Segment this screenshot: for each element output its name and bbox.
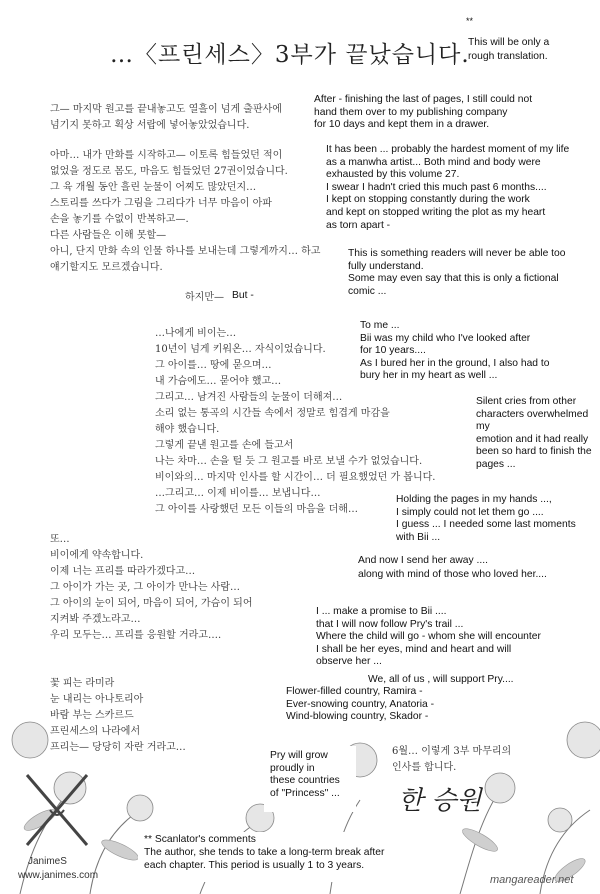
scanlator-comments-box xyxy=(138,832,458,882)
korean-paragraph-3: 하지만— xyxy=(185,292,224,303)
scanlator-comments-body: The author, she tends to take a long-term break after each chapter. This period is usually 1 to 3 years. xyxy=(144,847,385,871)
janimes-logo-icon xyxy=(22,770,92,850)
author-signature: 한 승원 xyxy=(398,786,482,816)
translation-note: This will be only a rough translation. xyxy=(468,37,550,62)
korean-paragraph-4: …나에게 비이는… 10년이 넘게 키워온… 자식이었습니다. 그 아이를… 땅에 묻으며… 내 가슴에도… 묻어야 했고… 그리고… 남겨진 사람들의 눈물이 더해져… 소리 없는 통곡의 시간들 속에서 정말로 힘겹게 마감을 해야 했습니다. 그렇게 끝낸 원고를 손에 들고서 나는 차마… 손을 털 듯 그 원고를 바로 보낼 수가 없었습니다. 비이와의… 마지막 인사를 할 시간이… 더 필요했었던 가 봅니다. …그리고… 이제 비이를… 보냅니다… 그 아이를 사랑했던 모든 이들의 마음을 더해… xyxy=(155,328,436,515)
mangareader-watermark: mangareader.net xyxy=(490,874,574,886)
korean-closing: 6월… 이렇게 3부 마무리의 인사를 합니다. xyxy=(392,746,512,773)
english-paragraph-5: To me ... Bii was my child who I've looked after for 10 years.... As I bured her in the ground, I also had to bury her in my heart as well ... xyxy=(360,320,550,382)
note-marker: ** xyxy=(466,16,474,26)
english-paragraph-9: I ... make a promise to Bii .... that I will now follow Pry's trail ... Where the child will go - whom she will encounter I shall be her eyes, mind and heart and will observe her ... xyxy=(316,606,541,668)
english-paragraph-6: Silent cries from other characters overwhelmed my emotion and it had really been so hard to finish the pages ... xyxy=(476,396,592,470)
english-paragraph-3: This is something readers will never be able too fully understand. Some may even say that this is only a fictional comic ... xyxy=(348,248,566,297)
english-paragraph-2: It has been ... probably the hardest moment of my life as a manwha artist... Both mind and body were exhausted by this volume 27. I swear I hadn't cried this much past 6 months.... I kept on stopping constantly during the work and kept on stopped writing the plot as my heart as torn apart - xyxy=(326,144,570,231)
english-paragraph-7: Holding the pages in my hands ..., I simply could not let them go .... I guess ... I needed some last moments with Bii ... xyxy=(396,494,576,543)
english-paragraph-11: Flower-filled country, Ramira - Ever-snowing country, Anatoria - Wind-blowing country, Skador - xyxy=(286,686,435,723)
korean-paragraph-6: 꽃 피는 라미라 눈 내리는 아나토리아 바람 부는 스카르드 프린세스의 나라에서 프리는— 당당히 자란 거라고… xyxy=(50,678,186,753)
scanlator-comments-title: ** Scanlator's comments xyxy=(144,834,256,845)
english-paragraph-12: Pry will grow proudly in these countries of "Princess" ... xyxy=(270,750,340,799)
korean-paragraph-1: 그— 마지막 원고를 끝내놓고도 열흘이 넘게 출판사에 넘기지 못하고 획상 서랍에 넣어놓았었습니다. xyxy=(50,104,282,131)
english-paragraph-1: After - finishing the last of pages, I still could not hand them over to my publishing company for 10 days and kept them in a drawer. xyxy=(314,94,533,131)
page-title: …〈프린세스〉3부가 끝났습니다. xyxy=(110,42,470,68)
english-but: But - xyxy=(232,290,254,301)
korean-paragraph-5: 또… 비이에게 약속합니다. 이제 너는 프리를 따라가겠다고… 그 아이가 가는 곳, 그 아이가 만나는 사람… 그 아이의 눈이 되어, 마음이 되어, 가슴이 되어 지켜봐 주겠노라고… 우리 모두는… 프리를 응원할 거라고…. xyxy=(50,534,253,641)
english-paragraph-8: And now I send her away .... along with mind of those who loved her.... xyxy=(358,555,547,580)
korean-paragraph-2: 아마… 내가 만화를 시작하고— 이토록 힘들었던 적이 없었을 정도로 몸도, 마음도 힘들었던 27권이었습니다. 그 육 개월 동안 흘린 눈물이 어찌도 많았던지… 스토리를 쓰다가 그림을 그리다가 너무 마음이 아파 손을 놓기를 수없이 반복하고—. 다른 사람들은 이해 못할— 아니, 단지 만화 속의 인물 하나를 보내는데 그렇게까지… 하고 얘기할지도 모르겠습니다. xyxy=(50,150,321,273)
watermark-group: JanimeS xyxy=(28,856,67,867)
english-paragraph-10: We, all of us , will support Pry.... xyxy=(368,674,514,685)
watermark-url: www.janimes.com xyxy=(18,870,99,881)
pry-note-box xyxy=(264,746,356,812)
